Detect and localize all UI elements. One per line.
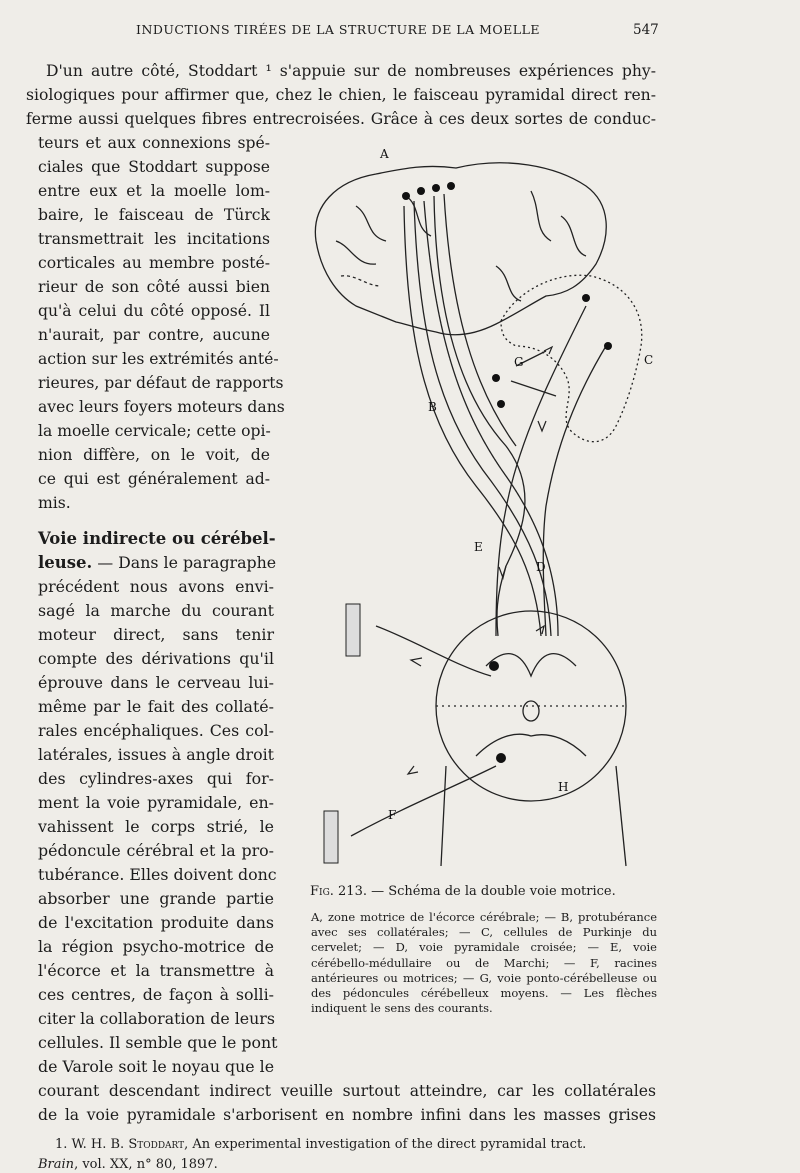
text-line: la région psycho-motrice de [38, 937, 274, 956]
label-d: D [536, 560, 546, 574]
text-line: transmettrait les incitations [38, 230, 270, 248]
footnote-line-2 [38, 1157, 218, 1172]
heading-rest: — Dans le paragraphe [92, 553, 277, 572]
running-title: INDUCTIONS TIRÉES DE LA STRUCTURE DE LA MOELLE [136, 22, 540, 37]
text-line: compte des dérivations qu'il [38, 649, 274, 668]
figure-number: Fig. 213. [310, 884, 367, 899]
motor-root-lower [351, 766, 496, 836]
text-line: nion diffère, on le voit, de [38, 446, 270, 464]
text-line: tubérance. Elles doivent donc [38, 865, 277, 884]
text-line: citer la collaboration de leurs [38, 1009, 275, 1028]
text-line: mis. [38, 494, 71, 512]
text-line: sagé la marche du courant [38, 601, 274, 620]
text-line: même par le fait des collaté- [38, 697, 274, 716]
footnote-volume: , vol. XX, n° 80, 1897. [74, 1157, 218, 1172]
text-line: de Varole soit le noyau que le [38, 1057, 275, 1076]
text-line: rales encéphaliques. Ces col- [38, 721, 274, 740]
text-line: la moelle cervicale; cette opi- [38, 422, 271, 440]
page-header [0, 22, 800, 42]
text-line: l'écorce et la transmettre à [38, 961, 274, 980]
label-e: E [474, 540, 483, 554]
label-g: G [514, 355, 524, 369]
text-line: teurs et aux connexions spé- [38, 134, 270, 152]
text-line: entre eux et la moelle lom- [38, 182, 270, 200]
label-c: C [644, 353, 654, 367]
spinal-cord-section [436, 611, 626, 801]
text-line: siologiques pour affirmer que, chez le chien, le faisceau pyramidal direct ren- [26, 86, 656, 104]
brain-outline [315, 163, 606, 335]
text-line: avec leurs foyers moteurs dans [38, 398, 285, 416]
text-line: cellules. Il semble que le pont [38, 1033, 278, 1052]
heading-bold: leuse. [38, 553, 93, 572]
text-line: baire, le faisceau de Türck [38, 206, 270, 224]
text-line: courant descendant indirect veuille surtout atteindre, car les collatérales [38, 1082, 656, 1100]
text-line: moteur direct, sans tenir [38, 625, 274, 644]
figure-caption-text: A, zone motrice de l'écorce cérébrale; — B, protubérance avec ses collatérales; — C, cellules de Purkinje du cervelet; — D, voie pyramidale croisée; — E, voie cérébello-médullaire ou de Marchi; — F, racines antérieures ou motrices; — G, voie ponto-cérébelleuse ou des pédoncules cérébelleux moyens. — Les flèches indiquent le sens des courants. [311, 910, 657, 1016]
footnote-journal: Brain [38, 1157, 75, 1172]
text-line: vahissent le corps strié, le [38, 817, 274, 836]
text-line: de l'excitation produite dans [38, 913, 274, 932]
text-line: de la voie pyramidale s'arborisent en nombre infini dans les masses grises [38, 1106, 656, 1124]
label-f: F [388, 808, 397, 822]
footnote-title: , An experimental investigation of the direct pyramidal tract. [184, 1137, 587, 1152]
text-line: absorber une grande partie [38, 889, 274, 908]
pyramidal-tract [404, 206, 541, 636]
text-line: qu'à celui du côté opposé. Il [38, 302, 270, 320]
text-line: ferme aussi quelques fibres entrecroisées. Grâce à ces deux sortes de conduc- [26, 110, 656, 128]
text-line: rieur de son côté aussi bien [38, 278, 270, 296]
heading-line: Voie indirecte ou cérébel- [38, 529, 276, 548]
text-line: action sur les extrémités anté- [38, 350, 279, 368]
text-line: éprouve dans le cerveau lui- [38, 673, 274, 692]
text-line: latérales, issues à angle droit [38, 745, 274, 764]
figure-motor-pathway-diagram [296, 146, 656, 876]
text-line: ce qui est généralement ad- [38, 470, 270, 488]
text-line: D'un autre côté, Stoddart ¹ s'appuie sur de nombreuses expériences phy- [46, 62, 656, 80]
text-line: rieures, par défaut de rapports [38, 374, 284, 392]
motor-root-upper [376, 626, 491, 676]
text-line: ment la voie pyramidale, en- [38, 793, 274, 812]
text-line: ciales que Stoddart suppose [38, 158, 270, 176]
footnote-prefix: 1. W. H. B. [55, 1137, 129, 1152]
text-line: pédoncule cérébral et la pro- [38, 841, 274, 860]
label-a: A [380, 147, 389, 161]
figure-caption-title [310, 884, 616, 899]
text-line: ces centres, de façon à solli- [38, 985, 274, 1004]
caption-title-text: — Schéma de la double voie motrice. [366, 884, 616, 899]
text-line: des cylindres-axes qui for- [38, 769, 274, 788]
text-line: n'aurait, par contre, aucune [38, 326, 270, 344]
text-line: corticales au membre posté- [38, 254, 270, 272]
page-number: 547 [633, 22, 659, 38]
footnote-line-1 [55, 1137, 586, 1152]
crossed-pyramidal-tract [434, 196, 525, 636]
label-h: H [558, 780, 569, 794]
cerebello-medullary-tract [496, 306, 586, 636]
heading-line-2 [38, 551, 277, 575]
text-line: précédent nous avons envi- [38, 577, 274, 596]
label-b: B [428, 400, 437, 414]
footnote-author: Stoddart [128, 1137, 185, 1152]
